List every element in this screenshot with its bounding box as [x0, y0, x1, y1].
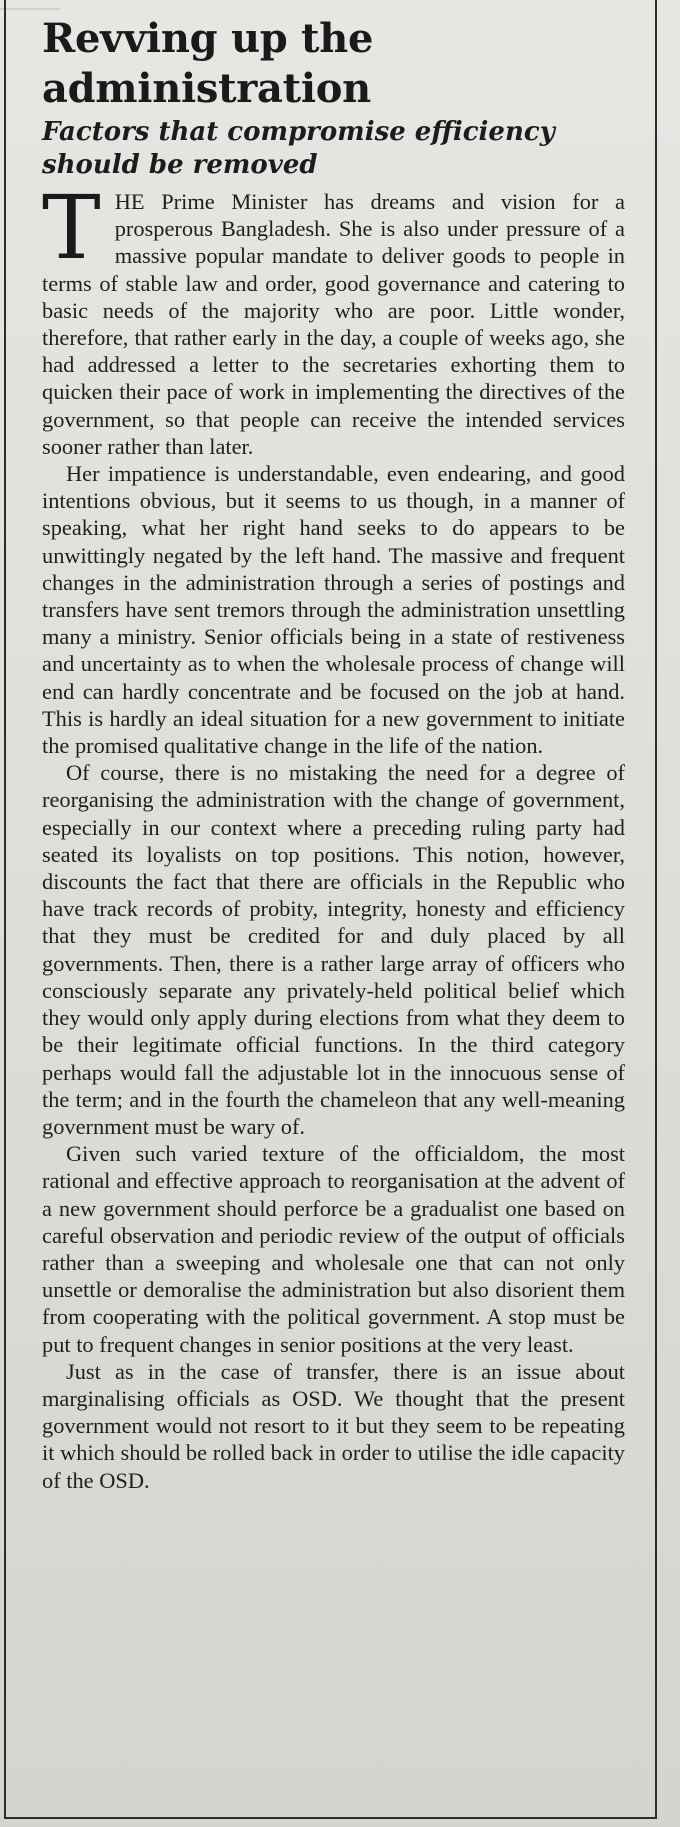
article-body [42, 176, 625, 1494]
subheadline: Factors that compromise efficiency should be removed [42, 117, 555, 180]
paragraph-1-text: HE Prime Minister has dreams and vision for a prosperous Bangladesh. She is also under pressure of a massive popular mandate to deliver goods to people in terms of stable law and order, good governance and catering to basic needs of the majority who are poor. Little wonder, therefore, that rather early in the day, a couple of weeks ago, she had addressed a letter to the secretaries exhorting them to quicken their pace of work in implementing the directives of the government, so that people can receive the intended services sooner rather than later. [42, 189, 625, 459]
paragraph-5: Just as in the case of transfer, there is an issue about marginalising officials as OSD. We thought that the present government would not resort to it but they seem to be repeating it which should be rolled back in order to utilise the idle capacity of the OSD. [42, 1358, 625, 1493]
paragraph-4: Given such varied texture of the officialdom, the most rational and effective approach to reorganisation at the advent of a new government should perforce be a gradualist one based on careful observation and periodic review of the output of officials rather than a sweeping and wholesale one that can not only unsettle or demoralise the administration but also disorient them from cooperating with the political government. A stop must be put to frequent changes in senior positions at the very least. [42, 1141, 625, 1357]
paragraph-1 [42, 176, 625, 460]
paragraph-3: Of course, there is no mistaking the need for a degree of reorganising the administration with the change of government, especially in our context where a preceding ruling party had seated its loyalists on top positions. This notion, however, discounts the fact that there are officials in the Republic who have track records of probity, integrity, honesty and efficiency that they must be credited for and duly placed by all governments. Then, there is a rather large array of officers who consciously separate any privately-held political belief which they would only apply during elections from what they deem to be their legitimate official functions. In the third category perhaps would fall the adjustable lot in the innocuous sense of the term; and in the fourth the chameleon that any well-meaning government must be wary of. [42, 760, 625, 1139]
paragraph-2: Her impatience is understandable, even endearing, and good intentions obvious, but it seems to us though, in a manner of speaking, what her right hand seeks to do appears to be unwittingly negated by the left hand. The massive and frequent changes in the administration through a series of postings and transfers have sent tremors through the administration unsettling many a ministry. Senior officials being in a state of restiveness and uncertainty as to when the wholesale process of change will end can hardly concentrate and be focused on the job at hand. This is hardly an ideal situation for a new government to initiate the promised qualitative change in the life of the nation. [42, 461, 625, 759]
drop-cap: T [42, 176, 101, 279]
editorial-article [42, 14, 625, 1494]
headline: Revving up the administration [42, 15, 374, 112]
